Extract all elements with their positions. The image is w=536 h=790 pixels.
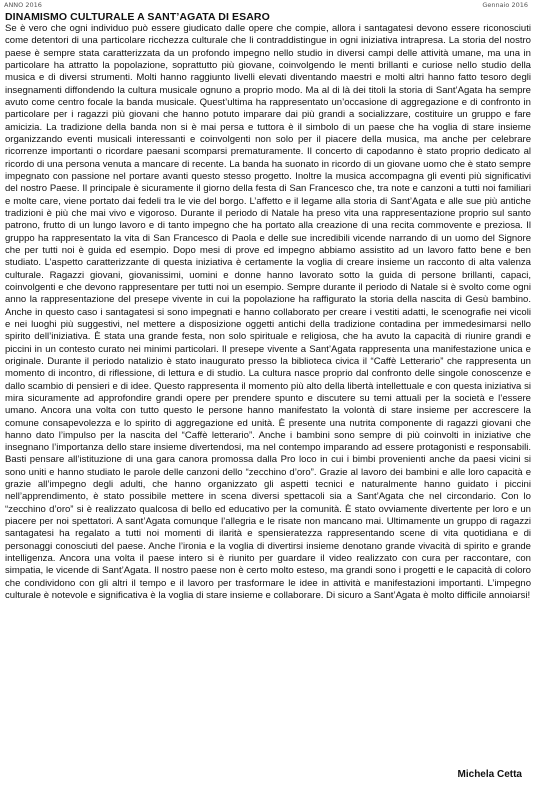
page-header (4, 1, 530, 11)
article-title: DINAMISMO CULTURALE A SANT’AGATA DI ESARO (5, 11, 270, 23)
header-date: Gennaio 2016 (482, 1, 528, 9)
article-body: Se è vero che ogni individuo può essere giudicato dalle opere che compie, allora i santagatesi devono essere riconosciuti come detentori di una particolare ricchezza culturale che li contraddistingue in ogni iniziativa intrapresa. La storia del nostro paese è sempre stata caratterizzata da un profondo impegno nello studio in diversi campi delle attività umane, ma una in particolare ha attratto la popolazione, soprattutto più giovane, coinvolgendo le menti brillanti e curiose nello studio della musica e di diversi strumenti. Molti hanno raggiunto livelli elevati diventando maestri e molti altri hanno fatto tesoro degli insegnamenti diffondendo la cultura musicale ognuno a proprio modo. Ma al di là dei titoli la storia di Sant’Agata ha sempre avuto come centro focale la banda musicale. Quest’ultima ha rappresentato un’occasione di aggregazione e di confronto in particolare per i ragazzi più giovani che hanno potuto imparare dai più grandi a socializzare, costituire un gruppo e fare amicizia. La tradizione della banda non si è mai persa e tuttora è il simbolo di un paese che ha voglia di stare insieme organizzando eventi musicali interessanti e coinvolgenti non solo per il piacere della musica, ma anche per celebrare ricorrenze importanti o ricordare paesani scomparsi prematuramente. Il concerto di capodanno è stato proprio dedicato al ricordo di una persona venuta a mancare di recente. La banda ha suonato in ricordo di un giovane uomo che è stato sempre impegnato con passione nel portare avanti questo stesso progetto. Inoltre la musica accompagna gli eventi più significativi del nostro Paese. Il principale è sicuramente il giorno della festa di San Francesco che, tra note e canzoni a tutti noi familiari e molte care, viene portato dai fedeli tra le vie del borgo. L’affetto e il legame alla storia di Sant’Agata e alle sue più antiche tradizioni è più che mai vivo e vigoroso. Durante il periodo di Natale ha preso vita una rappresentazione proprio sul santo patrono, frutto di un lungo lavoro e di tanto impegno che ha portato alla creazione di una recita commovente e preziosa. Il gruppo ha rappresentato la vita di San Francesco di Paola e delle sue incredibili vicende narrando di un uomo del Signore che per tutti noi è guida ed esempio. Dopo mesi di prove ed impegno abbiamo assistito ad un lavoro fatto bene e ben studiato. L’aspetto caratterizzante di questa iniziativa è certamente la voglia di creare insieme un racconto di alta valenza culturale. Ragazzi giovani, giovanissimi, uomini e donne hanno lavorato sotto la guida di persone brillanti, capaci, coinvolgenti e che devono rappresentare per tutti noi un esempio. Sempre durante il periodo di Natale si è svolto come ogni anno la rappresentazione del presepe vivente in cui la popolazione ha raffigurato la storia della nascita di Gesù bambino. Anche in questo caso i santagatesi si sono impegnati e hanno collaborato per creare i vestiti adatti, le scenografie nei vicoli e nei luoghi più suggestivi, nel mettere a disposizione oggetti antichi della tradizione contadina per immedesimarsi nello spirito dell’iniziativa. È stata una grande festa, non solo spirituale e religiosa, che ha avuto la capacità di riunire grandi e piccini in un contesto curato nei minimi particolari. Il presepe vivente a Sant’Agata rappresenta una manifestazione unica e originale. Durante il periodo natalizio è stato inaugurato presso la biblioteca civica il “Caffè Letterario” che rappresenta un momento di incontro, di riflessione, di lettura e di studio. La cultura nasce proprio dal confronto delle singole conoscenze e dallo scambio di pensieri e di idee. Questo rappresenta il momento più alto della libertà intellettuale e con questa iniziativa si mira sicuramente ad approfondire grandi opere per prendere spunto e discutere su temi attuali per la società e l’essere umano. Ancora una volta con tutto questo le persone hanno manifestato la volontà di stare insieme per accrescere la comune consapevolezza e lo spirito di aggregazione ed unità. È presente una nutrita componente di ragazzi giovani che hanno dato l’impulso per la nascita del “Caffè letterario”. Anche i bambini sono sempre di più coinvolti in iniziative che insegnano l’importanza dello stare insieme divertendosi, ma nel contempo imparando ad essere protagonisti e responsabili. Basti pensare all’istituzione di una gara canora promossa dalla Pro loco in cui i bimbi provenienti anche da paesi vicini si sono uniti e hanno studiato le parole delle canzoni dello “zecchino d’oro”. Grazie al lavoro dei bambini e alle loro capacità e grazie all’impegno degli adulti, che hanno organizzato gli aspetti tecnici e naturalmente hanno guidato i piccini nell’apprendimento, è stato possibile mettere in scena diversi spettacoli sia a Sant’Agata che nel circondario. Con lo “zecchino d’oro” si è realizzato qualcosa di bello ed educativo per la comunità. È stato ovviamente divertente per loro e un piacere per noi spettatori. A sant’Agata comunque l’allegria e le risate non mancano mai. Ultimamente un gruppo di ragazzi santagatesi ha regalato a tutti noi momenti di ilarità e spensieratezza rappresentando scene di vita quotidiana e di personaggi conosciuti del paese. Anche l’ironia e la voglia di divertirsi insieme denotano grande vivacità di spirito e grande intelligenza. Ancora una volta il paese intero si è riunito per guardare il video realizzato con cura per raccontare, con simpatia, le vicende di Sant’Agata. Il nostro paese non è certo molto esteso, ma grandi sono i progetti e le capacità di coloro che condividono con gli altri il tempo e il lavoro per trasformare le idee in attività e manifestazioni importanti. L’impegno culturale è notevole e significativa è la voglia di stare insieme e collaborare. Di sicuro a Sant’Agata è molto difficile annoiarsi! (5, 23, 531, 602)
author-signature: Michela Cetta (457, 769, 522, 780)
header-left-note: ANNO 2016 (4, 1, 42, 9)
